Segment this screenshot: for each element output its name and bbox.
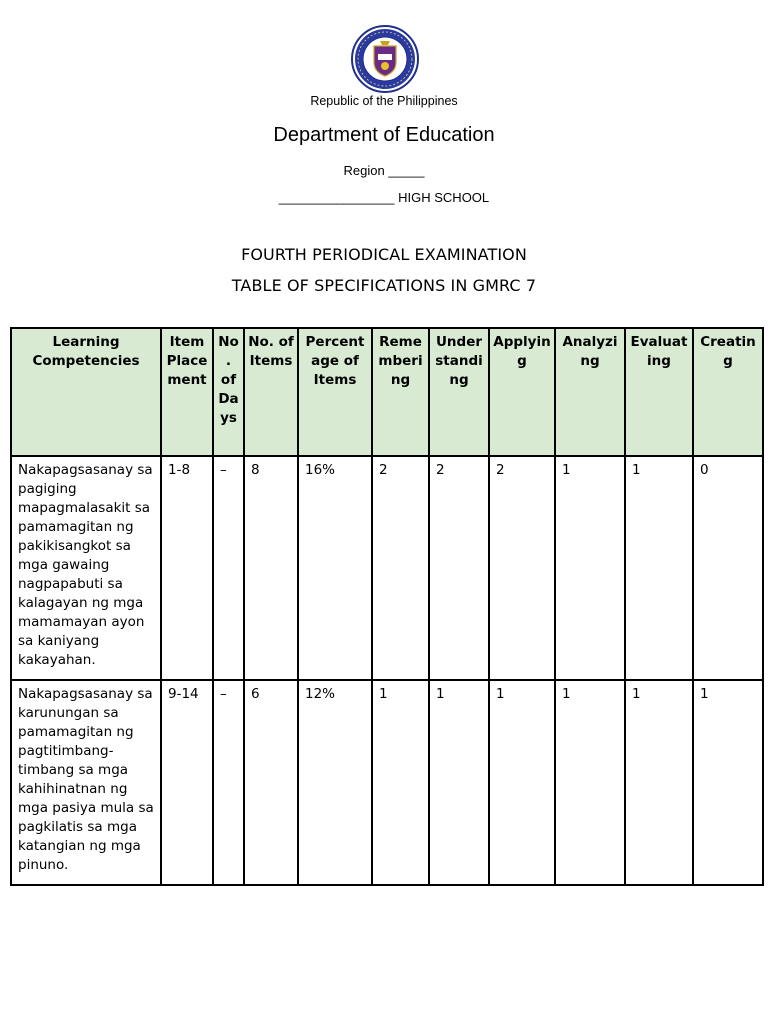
- competency-cell: Nakapagsasanay sa karunungan sa pamamagitan ng pagtitimbang-timbang sa mga kahihinatnan ng mga pasiya mula sa pagkilatis sa mga katangian ng mga pinuno.: [11, 680, 161, 885]
- region-line: Region _____: [343, 163, 425, 178]
- items-cell: 8: [244, 456, 298, 680]
- department-title: Department of Education: [273, 124, 495, 146]
- col-no-of-days: No. of Days: [213, 328, 244, 456]
- analyzing-cell: 1: [555, 456, 625, 680]
- remembering-cell: 2: [372, 456, 429, 680]
- col-evaluating: Evaluating: [625, 328, 693, 456]
- applying-cell: 1: [489, 680, 555, 885]
- percentage-cell: 12%: [298, 680, 372, 885]
- col-no-of-items: No. of Items: [244, 328, 298, 456]
- creating-cell: 0: [693, 456, 763, 680]
- col-remembering: Remembering: [372, 328, 429, 456]
- republic-text: Republic of the Philippines: [310, 94, 458, 108]
- school-line: ________________ HIGH SCHOOL: [278, 190, 490, 205]
- specifications-table: [10, 327, 764, 886]
- exam-title: FOURTH PERIODICAL EXAMINATION: [241, 245, 527, 264]
- tos-title: TABLE OF SPECIFICATIONS IN GMRC 7: [231, 276, 537, 295]
- col-applying: Applying: [489, 328, 555, 456]
- days-cell: –: [213, 456, 244, 680]
- competency-cell: Nakapagsasanay sa pagiging mapagmalasakit sa pamamagitan ng pakikisangkot sa mga gawaing nagpapabuti sa kalagayan ng mga mamamayan ayon sa kaniyang kakayahan.: [11, 456, 161, 680]
- item-placement-cell: 1-8: [161, 456, 213, 680]
- item-placement-cell: 9-14: [161, 680, 213, 885]
- items-cell: 6: [244, 680, 298, 885]
- evaluating-cell: 1: [625, 680, 693, 885]
- col-learning-competencies: Learning Competencies: [11, 328, 161, 456]
- table-header-row: [11, 328, 763, 456]
- understanding-cell: 2: [429, 456, 489, 680]
- analyzing-cell: 1: [555, 680, 625, 885]
- col-item-placement: Item Placement: [161, 328, 213, 456]
- applying-cell: 2: [489, 456, 555, 680]
- col-understanding: Understanding: [429, 328, 489, 456]
- col-creating: Creating: [693, 328, 763, 456]
- table-row: [11, 680, 763, 885]
- col-percentage-of-items: Percentage of Items: [298, 328, 372, 456]
- creating-cell: 1: [693, 680, 763, 885]
- understanding-cell: 1: [429, 680, 489, 885]
- remembering-cell: 1: [372, 680, 429, 885]
- days-cell: –: [213, 680, 244, 885]
- evaluating-cell: 1: [625, 456, 693, 680]
- deped-seal-logo: [350, 24, 420, 94]
- col-analyzing: Analyzing: [555, 328, 625, 456]
- table-row: [11, 456, 763, 680]
- percentage-cell: 16%: [298, 456, 372, 680]
